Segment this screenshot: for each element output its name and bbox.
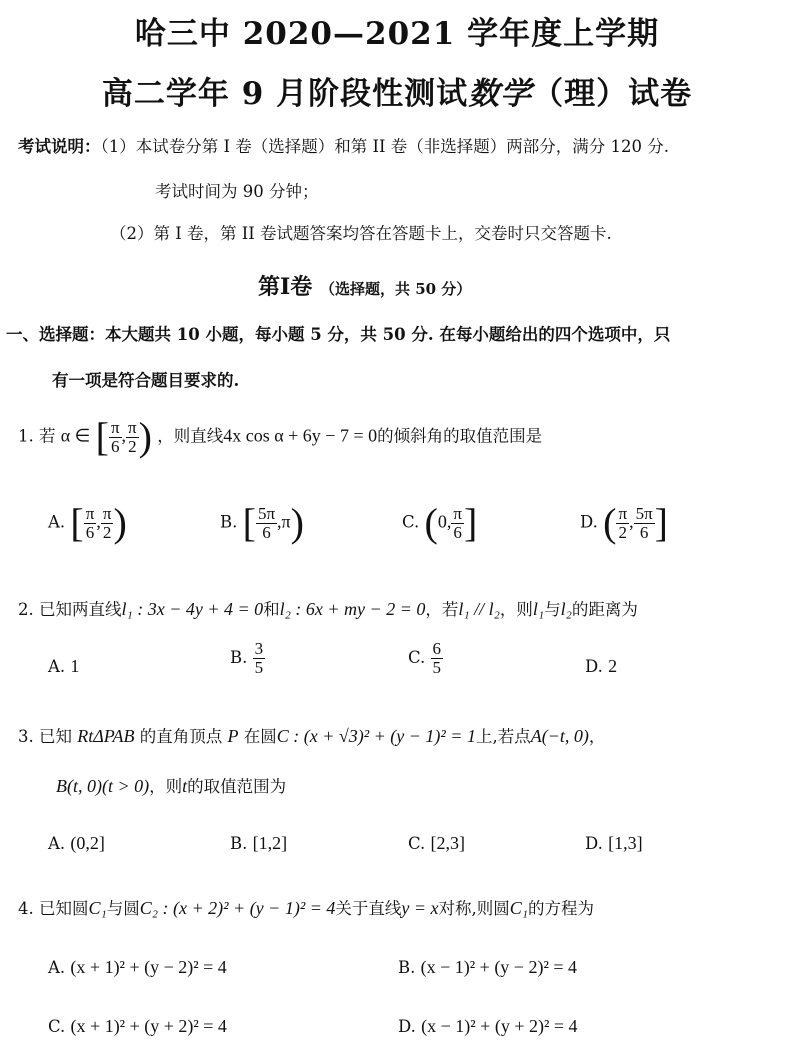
option-label: C.	[48, 1017, 66, 1036]
question-text: 的直角顶点	[139, 727, 223, 746]
math-parallel: l₁ // l₂	[458, 599, 500, 619]
numerator: 3	[254, 639, 264, 658]
option-label: D.	[398, 1017, 416, 1036]
option-value: (x − 1)² + (y + 2)² = 4	[421, 1016, 578, 1036]
question-text: 的倾斜角的取值范围是	[377, 426, 543, 446]
paren-right: )	[113, 500, 127, 545]
math-point-p: P	[227, 726, 239, 746]
paren-left: (	[424, 500, 438, 545]
option-label: A.	[48, 834, 66, 853]
option-b	[230, 640, 265, 677]
fraction	[431, 640, 444, 677]
question-2-stem	[18, 596, 638, 620]
math-point-b: B(t, 0)(t > 0)	[56, 776, 150, 796]
comma: ,	[629, 511, 634, 532]
option-value: [2,3]	[430, 833, 466, 853]
comma: ,	[96, 511, 101, 532]
option-value: [1,2]	[252, 833, 288, 853]
denominator: 2	[101, 523, 114, 542]
option-b	[398, 957, 577, 978]
denominator: 2	[126, 437, 139, 456]
exam-title-line2	[0, 68, 794, 113]
math-circle: C : (x + √3)² + (y − 1)² = 1	[276, 726, 476, 746]
option-a	[48, 656, 79, 677]
paren-left: (	[603, 500, 617, 545]
question-text: ，则	[149, 777, 183, 796]
section-intro-line2: 有一项是符合题目要求的.	[52, 371, 240, 390]
option-d	[398, 1016, 578, 1037]
question-text: 已知两直线	[39, 600, 122, 619]
math-t: t	[182, 776, 188, 796]
instructions-line1	[18, 133, 669, 157]
question-text: 上,若点	[475, 727, 531, 746]
math-c1: C₁	[88, 898, 107, 918]
option-label: A.	[48, 512, 66, 532]
denominator: 6	[256, 523, 277, 542]
math-c2-equation: C₂ : (x + 2)² + (y − 1)² = 4	[139, 898, 336, 918]
option-label: A.	[48, 657, 66, 676]
numerator: π	[85, 503, 95, 523]
question-text: 的取值范围为	[187, 777, 287, 796]
denominator: 5	[432, 657, 442, 677]
question-text: 的距离为	[571, 600, 638, 619]
numerator: π	[110, 417, 120, 437]
question-text: ，	[588, 727, 606, 746]
title-line2-prefix: 高二学年 9 月阶段性测试	[101, 76, 469, 112]
question-1-stem	[18, 414, 543, 459]
math-condition: α ∈	[60, 425, 91, 446]
option-a	[48, 957, 227, 978]
question-3-stem-cont	[56, 773, 286, 797]
option-value: 1	[70, 656, 80, 676]
question-number: 2.	[18, 600, 34, 619]
question-4-stem	[18, 895, 594, 919]
math-line-l2: l₂ : 6x + my − 2 = 0	[279, 599, 426, 619]
section-subtitle: （选择题，共 50 分）	[319, 280, 472, 298]
fraction	[451, 505, 464, 542]
numerator: π	[618, 503, 628, 523]
fraction	[616, 505, 629, 542]
fraction	[101, 505, 114, 542]
question-text: 已知	[39, 727, 72, 746]
paren-right: )	[138, 414, 152, 459]
denominator: 5	[254, 657, 264, 677]
option-label: D.	[585, 834, 603, 853]
option-label: C.	[408, 834, 426, 853]
denominator: 6	[109, 437, 122, 456]
pi-symbol: π	[281, 511, 291, 532]
fraction	[109, 419, 122, 456]
instructions-item2: （2）第 I 卷，第 II 卷试题答案均答在答题卡上，交卷时只交答题卡.	[110, 224, 612, 243]
question-3-stem	[18, 723, 605, 747]
option-value: 2	[608, 656, 618, 676]
numerator: π	[453, 503, 462, 523]
option-c	[408, 640, 443, 677]
question-text: 对称,则圆	[438, 899, 510, 918]
math-l2: l₂	[560, 599, 572, 619]
instructions-line2: 考试时间为 90 分钟；	[155, 182, 319, 201]
instructions-item1: （1）本试卷分第 I 卷（选择题）和第 II 卷（非选择题）两部分，满分 120 分.	[100, 137, 670, 156]
question-text: 已知圆	[39, 899, 89, 918]
option-label: B.	[230, 834, 248, 853]
question-text: 与圆	[106, 899, 140, 918]
option-label: D.	[585, 657, 603, 676]
question-text: 若	[39, 426, 56, 446]
numerator: π	[128, 417, 137, 437]
option-label: B.	[220, 512, 238, 532]
option-b	[220, 500, 304, 545]
denominator: 2	[616, 523, 629, 542]
option-a	[48, 500, 127, 545]
question-text: 关于直线	[335, 899, 402, 918]
question-text: 的方程为	[528, 899, 594, 918]
bracket-right: ]	[654, 500, 668, 545]
option-label: B.	[398, 958, 416, 977]
numerator: 6	[432, 639, 442, 658]
question-text: 在圆	[243, 727, 277, 746]
section-intro-line1: 一、选择题：本大题共 10 小题，每小题 5 分，共 50 分. 在每小题给出的四个选项中，只	[6, 325, 671, 344]
bracket-left: [	[95, 414, 109, 459]
question-number: 1.	[18, 426, 34, 446]
option-value: (x + 1)² + (y + 2)² = 4	[70, 1016, 227, 1036]
question-text: ，则直线	[157, 426, 224, 446]
option-d	[585, 656, 617, 677]
option-d	[585, 833, 643, 854]
option-label: D.	[580, 512, 598, 532]
section-name: 第Ⅰ卷	[258, 274, 313, 300]
option-label: C.	[408, 647, 426, 667]
option-value: (0,2]	[70, 833, 105, 853]
denominator: 6	[634, 523, 655, 542]
option-c	[402, 500, 478, 545]
fraction	[84, 505, 97, 542]
bracket-left: [	[70, 500, 84, 545]
title-line2-suffix: （理）试卷	[532, 76, 693, 112]
option-label: A.	[48, 958, 66, 977]
zero: 0,	[437, 511, 452, 532]
exam-title-line1: 哈三中 2020—2021 学年度上学期	[134, 16, 660, 52]
option-d	[580, 500, 668, 545]
question-number: 4.	[18, 899, 34, 918]
option-value: [1,3]	[608, 833, 643, 853]
option-label: B.	[230, 647, 248, 667]
numerator: 5π	[635, 503, 653, 523]
math-l1: l₁	[532, 599, 545, 619]
title-subject: 数学	[468, 76, 533, 112]
question-text: ，若	[425, 600, 459, 619]
math-equation: 4x cos α + 6y − 7 = 0	[223, 425, 378, 446]
instructions-label: 考试说明：	[18, 137, 101, 156]
bracket-right: ]	[463, 500, 478, 545]
math-line-l1: l₁ : 3x − 4y + 4 = 0	[121, 599, 264, 619]
option-value: (x + 1)² + (y − 2)² = 4	[70, 957, 227, 977]
fraction	[634, 505, 655, 542]
question-number: 3.	[18, 727, 34, 746]
numerator: 5π	[257, 503, 276, 523]
math-point-a: A(−t, 0)	[530, 726, 589, 746]
fraction	[126, 419, 139, 456]
math-line-yx: y = x	[401, 898, 439, 918]
option-value: (x − 1)² + (y − 2)² = 4	[420, 957, 577, 977]
numerator: π	[102, 503, 112, 523]
math-c1: C₁	[509, 898, 528, 918]
comma: ,	[277, 511, 282, 532]
question-text: 与	[544, 600, 561, 619]
math-triangle: RtΔPAB	[77, 726, 135, 746]
option-b	[230, 833, 287, 854]
denominator: 6	[451, 523, 464, 542]
question-text: 和	[263, 600, 280, 619]
comma: ,	[121, 425, 127, 446]
paren-right: )	[290, 500, 304, 545]
fraction	[253, 640, 266, 677]
option-a	[48, 833, 105, 854]
section-title	[258, 270, 471, 301]
option-label: C.	[402, 512, 420, 532]
fraction	[256, 505, 277, 542]
denominator: 6	[84, 523, 97, 542]
option-c	[48, 1016, 227, 1037]
option-c	[408, 833, 465, 854]
question-text: ，则	[499, 600, 533, 619]
bracket-left: [	[242, 500, 256, 545]
